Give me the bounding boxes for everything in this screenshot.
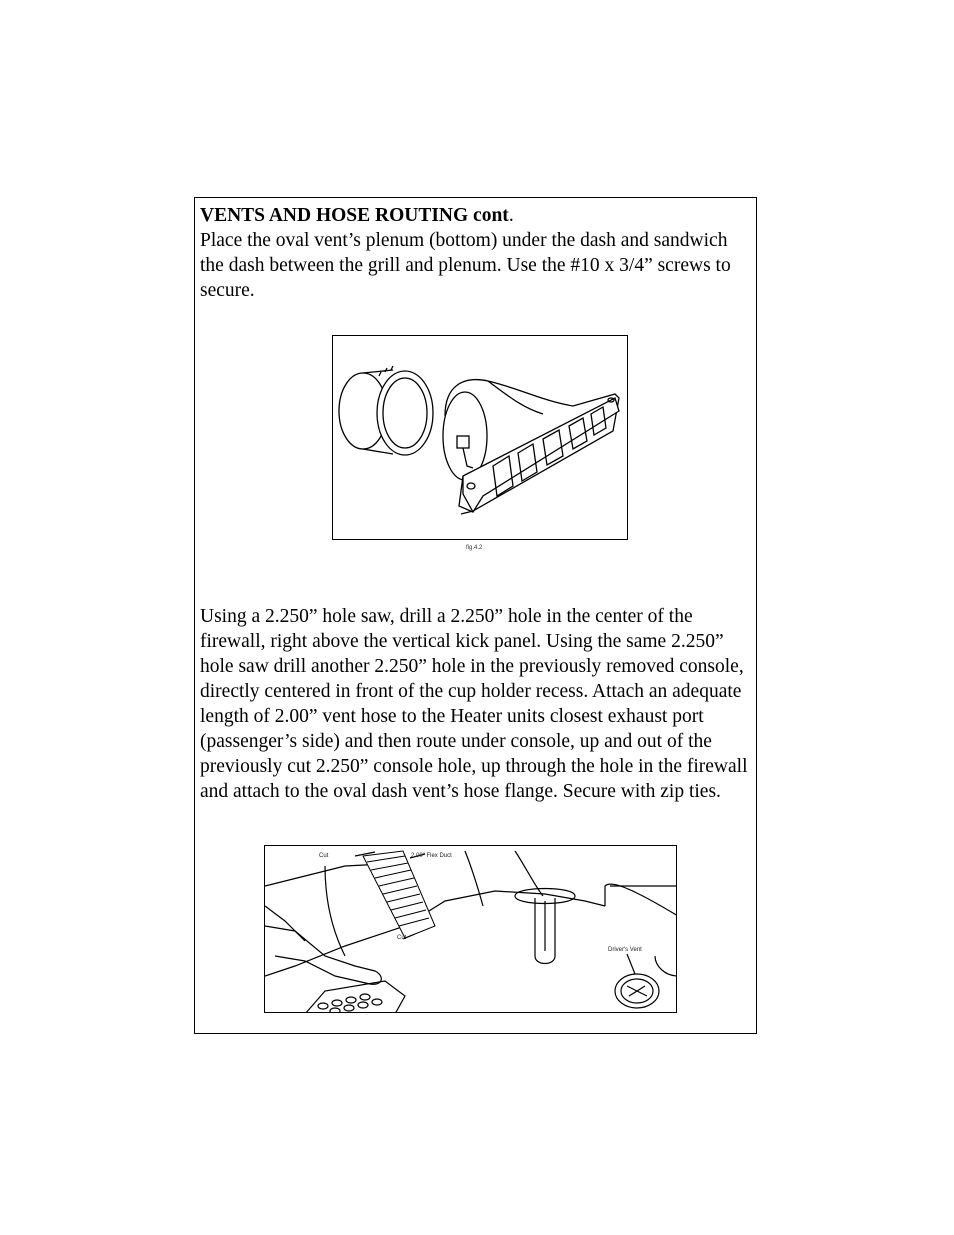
section-heading: VENTS AND HOSE ROUTING cont (200, 205, 509, 226)
heading-period: . (508, 205, 514, 226)
section-body-text: Using a 2.250” hole saw, drill a 2.250” hole in the center of the firewall, right above the vertical kick panel. Using the same 2.250” hole saw drill another 2.250” hole in the previously removed console, directly centered in front of the cup holder recess. Attach an adequate length of 2.00” vent hose to the Heater units closest exhaust port (passenger’s side) and then route under console, up and out of the previously cut 2.250” console hole, up through the hole in the firewall and attach to the oval dash vent’s hose flange. Secure with zip ties. (200, 606, 748, 802)
hose-routing-illustration (265, 846, 677, 1013)
figure-hose-routing (264, 845, 677, 1013)
callout-cut-top: Cut (319, 853, 329, 859)
figure-caption: fig.4.2 (466, 545, 483, 551)
section-vents-hose-routing (200, 203, 756, 303)
figure-oval-vent-plenum (332, 335, 628, 540)
section-hole-saw-instructions (200, 604, 756, 804)
callout-cut-bottom: Cut (397, 935, 407, 941)
callout-flex-duct: 2.00" Flex Duct (411, 853, 452, 859)
section-body-text: Place the oval vent’s plenum (bottom) under the dash and sandwich the dash between the grill and plenum. Use the #10 x 3/4” screws to secure. (200, 230, 731, 301)
callout-drivers-vent: Driver's Vent (608, 947, 642, 953)
oval-vent-illustration (333, 336, 628, 540)
